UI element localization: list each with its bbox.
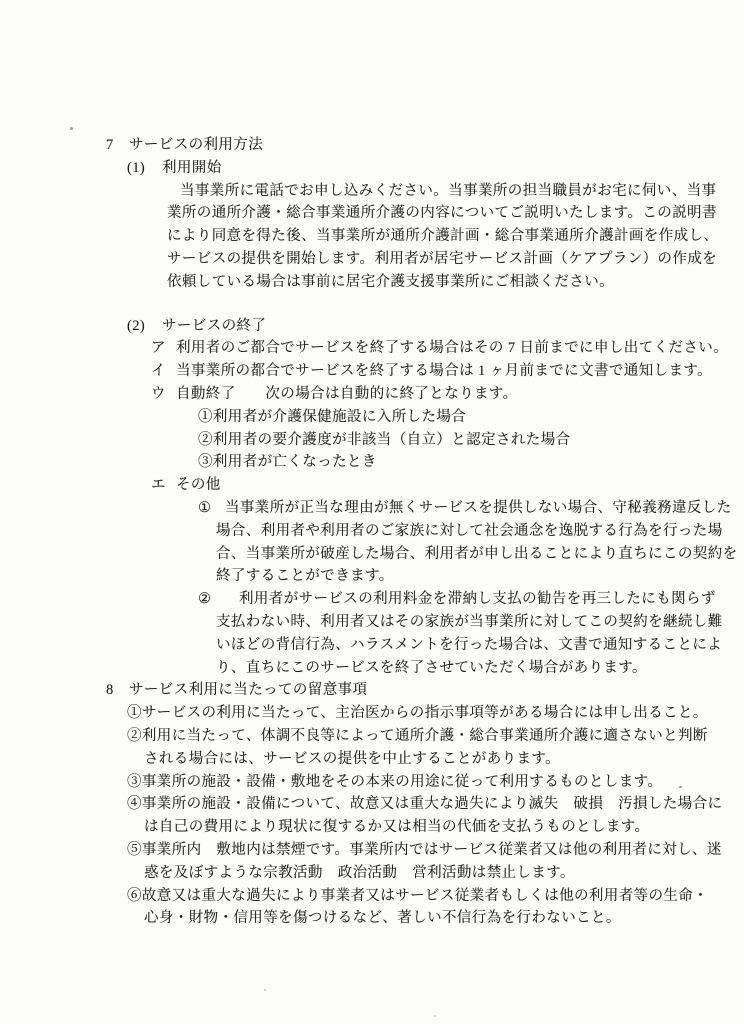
scan-artifact-dot	[70, 127, 73, 130]
scan-artifact-dot	[264, 989, 266, 991]
text-line: 当事業所が正当な理由が無くサービスを提供しない場合、守秘義務違反した	[225, 499, 732, 516]
item-marker: イ	[151, 363, 166, 380]
subsection-2-heading	[0, 315, 738, 338]
text-line: ③利用者が亡くなったとき	[198, 454, 377, 471]
note-item-6: ⑥故意又は重大な過失により事業者又はサービス従業者もしくは他の利用者等の生命・	[127, 887, 709, 904]
text-line: 終了することができます。	[216, 568, 394, 585]
list-item-e	[0, 474, 738, 497]
subsection-1-label: (1)	[127, 159, 146, 176]
item-marker: ②	[198, 591, 212, 608]
text-line: 自動終了 次の場合は自動的に終了となります。	[176, 385, 518, 402]
item-marker: ①	[198, 499, 212, 516]
note-item-4: ④事業所の施設・設備について、故意又は重大な過失により滅失 破損 汚損した場合に	[127, 796, 723, 813]
text-line: サービスの提供を開始します。利用者が居宅サービス計画（ケアプラン）の作成を	[167, 250, 718, 267]
document-content	[0, 134, 738, 930]
scan-artifact-dot	[434, 1015, 436, 1017]
list-item-i	[0, 360, 738, 383]
numbered-item-1	[0, 497, 738, 520]
text-line: 当事業所に電話でお申し込みください。当事業所の担当職員がお宅に伺い、当事	[180, 182, 717, 199]
text-line: は自己の費用により現状に復するか又は相当の代価を支払うものとします。	[144, 819, 650, 836]
note-item-2: ②利用に当たって、体調不良等によって通所介護・総合事業通所介護に適さないと判断	[127, 727, 708, 744]
text-line: 心身・財物・信用等を傷つけるなど、著しい不信行為を行わないこと。	[144, 910, 621, 927]
subsection-2-label: (2)	[127, 317, 146, 334]
note-item-5: ⑤事業所内 敷地内は禁煙です。事業所内ではサービス従業者又は他の利用者に対し、迷	[127, 841, 722, 858]
note-item-3: ③事業所の施設・設備・敷地をその本来の用途に従って利用するものとします。	[127, 773, 663, 790]
subsection-2-title: サービスの終了	[162, 317, 267, 334]
numbered-item-2	[0, 588, 738, 611]
section-8-title: サービス利用に当たっての留意事項	[129, 682, 368, 699]
text-line: 支払わない時、利用者又はその家族が当事業所に対してこの契約を継続し難	[216, 613, 723, 630]
item-marker: ア	[151, 340, 166, 357]
text-line: その他	[176, 477, 221, 494]
text-line: り、直ちにこのサービスを終了させていただく場合があります。	[216, 659, 647, 676]
text-line: 依頼している場合は事前に居宅介護支援事業所にご相談ください。	[167, 273, 614, 290]
text-line: される場合には、サービスの提供を中止することがあります。	[144, 750, 561, 767]
text-line: 合、当事業所が破産した場合、利用者が申し出ることにより直ちにこの契約を	[216, 545, 738, 562]
text-line: 利用者のご都合でサービスを終了する場合はその 7 日前までに申し出てください。	[176, 340, 729, 357]
list-item-u	[0, 383, 738, 406]
text-line: ①利用者が介護保健施設に入所した場合	[198, 408, 467, 425]
text-line: 利用者がサービスの利用料金を滞納し支払の勧告を再三したにも関らず	[239, 591, 716, 608]
text-line: ②利用者の要介護度が非該当（自立）と認定された場合	[198, 431, 571, 448]
section-7-heading	[0, 134, 738, 157]
item-marker: ウ	[151, 385, 166, 402]
section-8-heading	[0, 679, 738, 702]
text-line: により同意を得た後、当事業所が通所介護計画・総合事業通所介護計画を作成し、	[167, 228, 719, 245]
text-line: 惑を及ぼすような宗教活動 政治活動 営利活動は禁止します。	[144, 864, 575, 881]
list-item-a	[0, 337, 738, 360]
item-marker: エ	[151, 477, 166, 494]
text-line: 業所の通所介護・総合事業通所介護の内容についてご説明いたします。この説明書	[167, 205, 717, 222]
section-7-title: サービスの利用方法	[129, 137, 264, 153]
subsection-1-heading	[0, 157, 738, 180]
section-8-number: 8	[106, 682, 114, 699]
text-line: いほどの背信行為、ハラスメントを行った場合は、文書で通知することによ	[216, 636, 723, 653]
section-7-number: 7	[106, 137, 114, 153]
note-item-1: ①サービスの利用に当たって、主治医からの指示事項等がある場合には申し出ること。	[127, 705, 708, 722]
subsection-1-title: 利用開始	[162, 159, 222, 176]
text-line: 場合、利用者や利用者のご家族に対して社会通念を逸脱する行為を行った場	[216, 522, 723, 539]
text-line: 当事業所の都合でサービスを終了する場合は 1 ヶ月前までに文書で通知します。	[176, 363, 713, 380]
